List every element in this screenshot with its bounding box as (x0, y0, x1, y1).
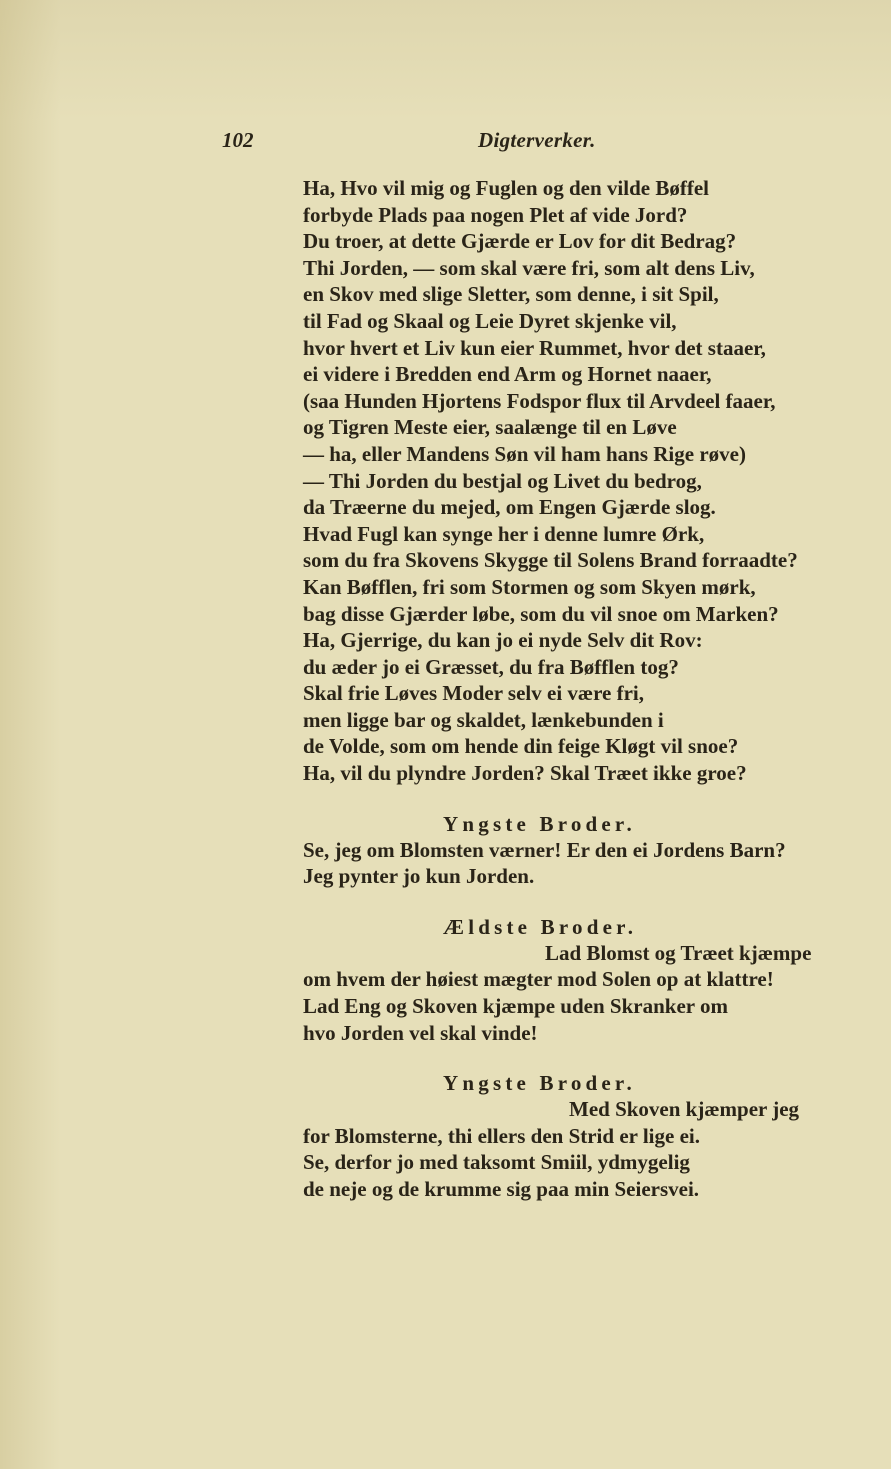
verse-line: Kan Bøfflen, fri som Stormen og som Skyen mørk, (303, 574, 756, 599)
verse-line: for Blomsterne, thi ellers den Strid er lige ei. (303, 1123, 700, 1148)
verse-line: en Skov med slige Sletter, som denne, i sit Spil, (303, 282, 719, 307)
speech-yngste-broder-1 (303, 811, 878, 890)
verse-line: forbyde Plads paa nogen Plet af vide Jord? (303, 202, 688, 227)
verse-line: Ha, Gjerrige, du kan jo ei nyde Selv dit Rov: (303, 628, 703, 653)
verse-line: Lad Eng og Skoven kjæmpe uden Skranker om (303, 994, 728, 1019)
verse-line: Hvad Fugl kan synge her i denne lumre Ørk, (303, 521, 705, 546)
verse-line-indented: Med Skoven kjæmper jeg (569, 1097, 800, 1122)
verse-line: Thi Jorden, — som skal være fri, som alt dens Liv, (303, 255, 755, 280)
stanza-gap (303, 787, 878, 811)
verse-line: Ha, vil du plyndre Jorden? Skal Træet ikke groe? (303, 761, 747, 786)
stanza-gap (303, 1046, 878, 1070)
verse-line: — ha, eller Mandens Søn vil ham hans Rige røve) (303, 441, 746, 466)
verse-line: du æder jo ei Græsset, du fra Bøfflen tog? (303, 654, 679, 679)
running-head (0, 128, 891, 158)
verse-line: (saa Hunden Hjortens Fodspor flux til Arvdeel faaer, (303, 388, 776, 413)
verse-line: da Træerne du mejed, om Engen Gjærde slog. (303, 495, 716, 520)
verse-line: men ligge bar og skaldet, lænkebunden i (303, 707, 664, 732)
verse-line: — Thi Jorden du bestjal og Livet du bedrog, (303, 468, 702, 493)
verse-line: Se, jeg om Blomsten værner! Er den ei Jordens Barn? (303, 837, 786, 862)
verse-line: Skal frie Løves Moder selv ei være fri, (303, 681, 644, 706)
verse-line: til Fad og Skaal og Leie Dyret skjenke vil, (303, 308, 677, 333)
speech-aeldste-broder (303, 914, 878, 1046)
verse-line: Se, derfor jo med taksomt Smiil, ydmygelig (303, 1150, 690, 1175)
verse-line: de neje og de krumme sig paa min Seiersvei. (303, 1177, 700, 1201)
speech-yngste-broder-2 (303, 1070, 878, 1202)
page-number: 102 (222, 128, 254, 152)
verse-line: hvor hvert et Liv kun eier Rummet, hvor det staaer, (303, 335, 766, 360)
verse-line: om hvem der høiest mægter mod Solen op at klattre! (303, 967, 774, 992)
verse-line: Jeg pynter jo kun Jorden. (303, 864, 535, 889)
verse-text (303, 175, 878, 1203)
verse-line: bag disse Gjærder løbe, som du vil snoe om Marken? (303, 601, 779, 626)
verse-line: hvo Jorden vel skal vinde! (303, 1020, 538, 1045)
verse-line: ei videre i Bredden end Arm og Hornet naaer, (303, 362, 712, 387)
running-title: Digterverker. (478, 128, 596, 152)
stanza-gap (303, 890, 878, 914)
verse-line: Du troer, at dette Gjærde er Lov for dit Bedrag? (303, 229, 737, 254)
verse-line: og Tigren Meste eier, saalænge til en Løve (303, 415, 677, 440)
speaker-name: Ældste Broder. (443, 914, 638, 939)
verse-line-indented: Lad Blomst og Træet kjæmpe (545, 940, 812, 965)
speaker-name: Yngste Broder. (443, 1071, 636, 1096)
verse-line: Ha, Hvo vil mig og Fuglen og den vilde Bøffel (303, 176, 710, 200)
speaker-name: Yngste Broder. (443, 811, 636, 836)
verse-line: som du fra Skovens Skygge til Solens Brand forraadte? (303, 548, 798, 573)
opening-speech (303, 175, 878, 787)
verse-line: de Volde, som om hende din feige Kløgt vil snoe? (303, 734, 739, 759)
